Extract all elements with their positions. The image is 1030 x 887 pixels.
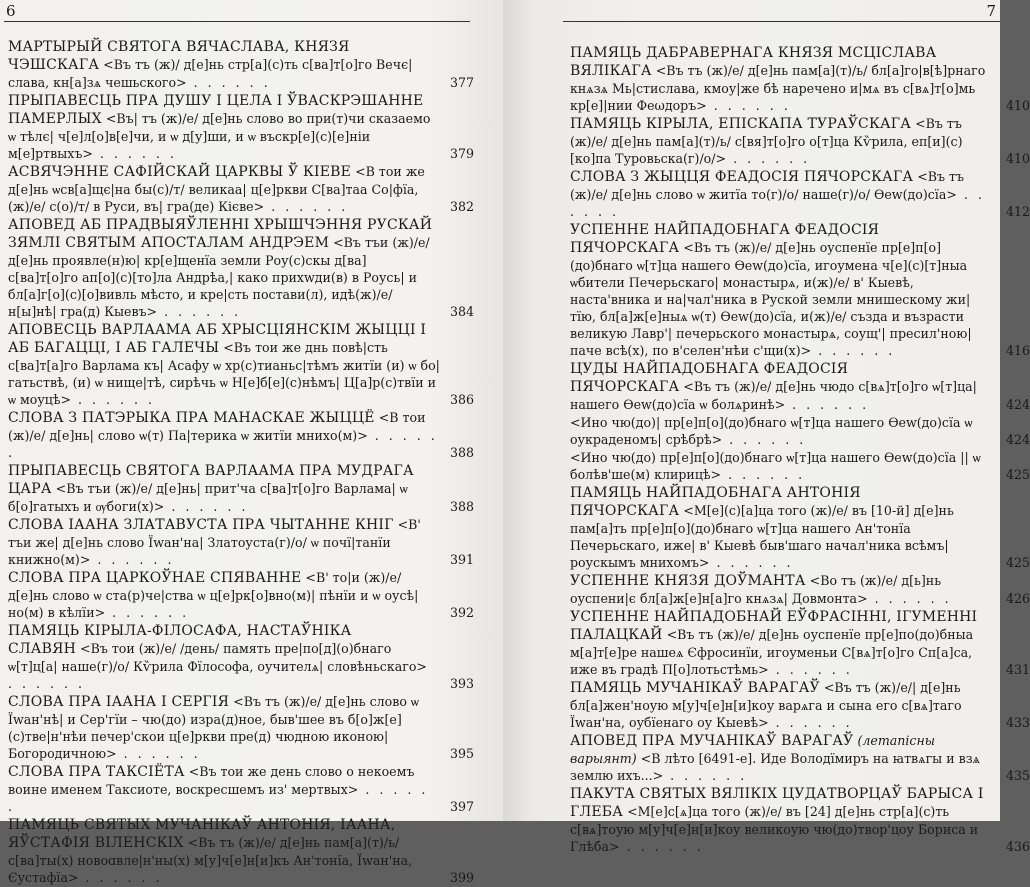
left-page	[0, 0, 503, 885]
entry-title: АСВЯЧЭННЕ САФІЙСКАЙ ЦАРКВЫ Ў КІЕВЕ	[8, 164, 352, 180]
dot-leader: . . . . . .	[8, 428, 438, 460]
entry-title: АПОВЕД ПРА МУЧАНІКАЎ ВАРАГАЎ	[570, 733, 854, 749]
entry-title: ПАМЯЦЬ СВЯТЫХ МУЧАНІКАЎ АНТОНІЯ, ІААНА, ЯЎСТАФІЯ ВІЛЕНСКІХ	[8, 817, 396, 851]
contents-entry	[8, 693, 474, 762]
contents-entry	[8, 216, 474, 320]
entry-page-number: 395	[449, 746, 474, 761]
entry-title: УСПЕННЕ НАЙПАДОБНАГА ФЕАДОСІЯ ПЯЧОРСКАГА	[570, 222, 880, 256]
dot-leader: . . . . . .	[8, 676, 86, 691]
entry-page-number: 384	[449, 304, 474, 319]
contents-entry	[570, 360, 1030, 413]
contents-entry	[570, 115, 1030, 167]
entry-title: СЛОВА ПРА ЦАРКОЎНАЕ СПЯВАННЕ	[8, 570, 302, 586]
entry-page-number: 382	[449, 199, 474, 214]
entry-page-number: 425	[1005, 555, 1030, 570]
entry-title: УСПЕННЕ КНЯЗЯ ДОЎМАНТА	[570, 573, 806, 589]
entry-title: ПАМЯЦЬ КІРЫЛА-ФІЛОСАФА, НАСТАЎНІКА СЛАВЯН	[8, 623, 352, 657]
entry-text: <Въ тои же днь повѣ|сть с[ва]т[а]го Варлама къ| Асафу ѡ хр(с)тианьс|тѣмъ житїи (и) ѡ бо|гатьствѣ, (и) ѡ нище|тѣ, сирѣчь ѡ Н[е]б[е](с)нѣмъ| Ц[а]р(с)твїи и ѡ моуцѣ>	[8, 340, 440, 407]
contents-entry	[8, 163, 474, 215]
dot-leader: . . . . . .	[570, 187, 985, 219]
entry-text: <В тои же д[е]нь ѡсв[а]щє|на бы(с)/т/ великаа| ц[е]ркви С[ва]таа Со|фїа, (ж)/е/ с(о)/т/ в Руси, въ| гра(де) Кієве>	[8, 164, 425, 214]
dot-leader: . . . . . .	[768, 715, 853, 730]
right-page	[503, 0, 1030, 854]
dot-leader: . . . . . .	[78, 870, 163, 885]
dot-leader: . . . . . .	[709, 555, 794, 570]
dot-leader: . . . . . .	[867, 591, 952, 606]
dot-leader: . . . . . .	[785, 397, 870, 412]
entry-page-number: 435	[1005, 768, 1030, 783]
contents-entry	[8, 92, 474, 162]
dot-leader: . . . . . .	[71, 392, 156, 407]
dot-leader: . . . . . .	[157, 304, 242, 319]
entry-page-number: 399	[449, 870, 474, 885]
contents-entry	[570, 168, 1030, 220]
entry-title: СЛОВА ПРА ІААНА І СЕРГІЯ	[8, 694, 230, 710]
entry-text: <Ино чю(до) пр[е]п[о](до)бнаго ѡ[т]ца нашего Ѳеw(до)сїа || ѡ болѣв'ше(м) клирицѣ>	[570, 450, 981, 482]
contents-entry	[8, 516, 474, 568]
entry-page-number: 393	[449, 676, 474, 691]
entry-page-number: 391	[449, 552, 474, 567]
entry-page-number: 424	[1005, 397, 1030, 412]
entry-text: <Въ тои (ж)/е/ /день/ память пре|по[д](о)бнаго ѡ[т]ц[а| наше(г)/о/ Кѷрила Фїлософа, оучителѧ| словѣньскаго>	[8, 641, 427, 674]
entry-title: ПАМЯЦЬ НАЙПАДОБНАГА АНТОНІЯ ПЯЧОРСКАГА	[570, 485, 861, 519]
entry-text: <Въ тои же день слово о некоемъ воине именем Таксиоте, воскресшемъ из' мертвых>	[8, 764, 415, 797]
entry-text: <Въ тъ (ж)/е/| д[е]нь бл[а]жен'ноую м[у]ч[е]н[и]коу варѧга и сына его с[вѧ]таго Їwан'на, оубїенаго оу Кыевѣ>	[570, 680, 962, 730]
contents-entry	[570, 484, 1030, 571]
dot-leader: . . . . . .	[721, 467, 806, 482]
entry-page-number: 388	[449, 445, 474, 460]
dot-leader: . . . . . .	[663, 768, 748, 783]
entry-text: <Въ тъ (ж)/е/ д[е]нь слово ѡ Їwан'нѣ| и Сер'гїи – чю(до) изра(д)ное, быв'шее въ б[о]ж[е](с)тве|н'нѣи печер'скои ц[е]ркви пре(д) чюдною иконою| Богородичною>	[8, 694, 419, 761]
contents-entry	[570, 572, 1030, 607]
dot-leader: . . . . . .	[811, 343, 896, 358]
entry-title: ПАМЯЦЬ КІРЫЛА, ЕПІСКАПА ТУРАЎСКАГА	[570, 116, 912, 132]
entry-page-number: 431	[1005, 662, 1030, 677]
entry-title: ПРЫПАВЕСЦЬ ПРА ДУШУ І ЦЕЛА І ЎВАСКРЭШАННЕ ПАМЕРЛЫХ	[8, 93, 424, 127]
dot-leader: . . . . . .	[768, 662, 853, 677]
dot-leader: . . . . . .	[105, 605, 190, 620]
entry-page-number: 424	[1005, 432, 1030, 447]
entry-title: УСПЕННЕ НАЙПАДОБНАЙ ЕЎФРАСІННІ, ІГУМЕННІ ПАЛАЦКАЙ	[570, 609, 978, 643]
entry-text: <Въ тъи (ж)/е/ д[е]нь| прит'ча с[ва]т[о]го Варлама| ѡ б[о]гатыхъ и ѹбоги(х)>	[8, 481, 408, 514]
entry-page-number: 412	[1005, 204, 1030, 219]
left-page-number: 6	[6, 2, 16, 20]
entry-page-number: 410	[1005, 98, 1030, 113]
contents-entry	[8, 569, 474, 621]
entry-text: <В' то|и (ж)/е/ д[е]нь слово ѡ ста(р)че|ства ѡ ц[е]рк[о]вно(м)| пѣнїи и ѡ оусѣ|но(м) в кѣлїи>	[8, 570, 419, 620]
entry-page-number: 379	[449, 146, 474, 161]
entry-page-number: 426	[1005, 591, 1030, 606]
contents-entry	[570, 732, 1030, 784]
entry-text: <Въ тъ (ж)/е/ д[е]нь чюдо с[вѧ]т[о]го ѡ[т]ца| нашего Ѳеw(до)сїа ѡ болѧринѣ>	[570, 379, 977, 412]
contents-entry	[8, 816, 474, 886]
entry-title: СЛОВА З ЖЫЦЦЯ ФЕАДОСІЯ ПЯЧОРСКАГА	[570, 169, 914, 185]
contents-entry	[8, 763, 474, 815]
contents-entry	[570, 221, 1030, 359]
contents-entry	[570, 785, 1030, 855]
entry-title: АПОВЕСЦЬ ВАРЛААМА АБ ХРЫСЦІЯНСКІМ ЖЫЦЦІ І АБ БАГАЦЦІ, І АБ ГАЛЕЧЫ	[8, 322, 427, 356]
dot-leader: . . . . . .	[164, 499, 249, 514]
contents-entry	[8, 462, 474, 515]
entry-text: <Въ тъ (ж)/ д[е]нь стр[а](с)ть с[ва]т[о]го Вечє|слава, кн[а]зѧ чешьского>	[8, 57, 413, 90]
entry-text: <В тои (ж)/е/ д[е]нь| слово ѡ(т) Па|терика ѡ житїи мнихо(м)>	[8, 410, 426, 443]
entry-text: <Ино чю(до)| пр[е]п[о](до)бнаго ѡ[т]ца нашего Ѳеw(до)сїа ѡ оукраденомъ| срѣбрѣ>	[570, 415, 973, 447]
left-contents-list	[8, 38, 474, 887]
contents-entry	[570, 414, 1030, 448]
entry-title: ПАМЯЦЬ МУЧАНІКАЎ ВАРАГАЎ	[570, 680, 820, 696]
entry-page-number: 397	[449, 799, 474, 814]
dot-leader: . . . . . .	[706, 98, 791, 113]
dot-leader: . . . . . .	[186, 75, 271, 90]
entry-text: <Въ тъ (ж)/е/ д[е]нь оуспенїе пр[е]по(до)бныа м[а]т[е]ре нашеѧ Єфросинїи, игоуменьи С[вѧ]т[о]го Сп[а]са, иже въ градѣ П[о]лотьстѣмь>	[570, 627, 974, 677]
entry-title: АПОВЕД АБ ПРАДВЫЯЎЛЕННІ ХРЫШЧЭННЯ РУСКАЙ ЗЯМЛІ СВЯТЫМ АПОСТАЛАМ АНДРЭЕМ	[8, 217, 433, 251]
right-page-number: 7	[986, 2, 996, 20]
entry-title: СЛОВА З ПАТЭРЫКА ПРА МАНАСКАЕ ЖЫЦЦЁ	[8, 410, 375, 426]
entry-text: <Въ тъи (ж)/е/ д[е]нь проявле(н)ю| кр[е]щенїа земли Роу(с)скы д[ва] с[ва]т[о]го ап[о](с)[то]ла Андрѣа,| како прихwди(в) в Роусь| и бл[а]г[о](с)[о]вивль мѣсто, и кре|сть постави(л), идѣ(ж)/е/ н[ы]нѣ| гра(д) Кыевъ>	[8, 235, 430, 319]
entry-text: <Въ тъ (ж)/е/ д[е]нь пам[а](т)/ь/ с[вя]т[о]го о[т]ца Кѷрила, еп[и](с)[ко]па Туровьска(г)/о/>	[570, 116, 963, 166]
dot-leader: . . . . . .	[116, 746, 201, 761]
entry-page-number: 436	[1005, 839, 1030, 854]
entry-text: <М[е](с)[а]ца того (ж)/е/ въ [10-й] д[е]нь пам[а]ть пр[е]п[о](до)бнаго ѡ[т]ца нашего Ан'тонїа Печерьскаго, иже| в' Кыевѣ быв'шаго начал'ника всѣмъ| роускымъ мнихомъ>	[570, 503, 954, 570]
entry-text: <Въ| тъ (ж)/е/ д[е]нь слово во при(т)чи сказаемо ѡ тѣлє| ч[е]л[о]в[е]чи, и ѡ д[у]ши, и ѡ въскр[е](с)[е]ніи м[е]ртвыхъ>	[8, 111, 431, 161]
dot-leader: . . . . . .	[8, 782, 429, 814]
entry-text: <Въ тъ (ж)/е/ д[е]нь оуспенїе пр[е]п[о](до)бнаго ѡ[т]ца нашего Ѳеw(до)сїа, игоумена ч[е](с)[т]ныа ѡбители Печерьскаго| монастырѧ, и(ж)/е/ в' Кыевѣ, наста'вника и на|чал'ника в Руской земли мнишескому жи|тїю, бл[а]ж[е]ныѧ ѡ(т) Ѳеw(до)сїа, и(ж)/е/ създа и възрасти великую Лавр'| печерьского монастырѧ, соущ'| пресил'ною| паче всѣ(х), по в'селен'нѣи с'щи(х)>	[570, 240, 972, 358]
entry-title: ПАКУТА СВЯТЫХ ВЯЛІКІХ ЦУДАТВОРЦАЎ БАРЫСА І ГЛЕБА	[570, 786, 984, 820]
entry-page-number: 386	[449, 392, 474, 407]
right-contents-list	[570, 44, 1030, 856]
contents-entry	[570, 679, 1030, 731]
contents-entry	[8, 321, 474, 408]
entry-page-number: 425	[1005, 467, 1030, 482]
header-rule	[563, 21, 1000, 22]
entry-title: ПАМЯЦЬ ДАБРАВЕРНАГА КНЯЗЯ МСЦІСЛАВА ВЯЛІКАГА	[570, 45, 937, 79]
entry-text: <В лѣто [6491-е]. Иде Володїмиръ на ꙗтвѧгы и взѧ землю ихъ...>	[570, 751, 980, 783]
contents-entry	[570, 449, 1030, 483]
entry-page-number: 416	[1005, 343, 1030, 358]
entry-text: <Въ тъ (ж)/е/ д[е]нь слово ѡ житїа то(г)/о/ наше(г)/о/ Ѳеw(до)сїа>	[570, 169, 965, 202]
dot-leader: . . . . . .	[264, 199, 349, 214]
entry-text: <Въ тъ (ж)/е/ д[е]нь пам[а](т)/ь/ с[ва]ты(х) новоɑвле|н'ны(х) м[у]ч[е]н[и]къ Ан'тонїа, Їwан'на, Єустафїа>	[8, 835, 413, 885]
entry-text: <Въ тъ (ж)/е/ д[е]нь пам[а](т)/ь/ бл[а]го|в[ѣ]рнаго кнѧзѧ Мь|стислава, кмоу|же бѣ наречено и|мѧ въ с[вѧ]т[о]мь кр[е]|нии Феωдоръ>	[570, 63, 986, 113]
contents-entry	[8, 38, 474, 91]
entry-text: <В' тъи же| д[е]нь слово Їwан'на| Златоуста(г)/о/ ѡ почї|танїи книжно(м)>	[8, 517, 421, 567]
entry-title: СЛОВА ІААНА ЗЛАТАВУСТА ПРА ЧЫТАННЕ КНІГ	[8, 517, 394, 533]
entry-subtitle: (летапісны варыянт)	[570, 733, 936, 766]
entry-title: ЦУДЫ НАЙПАДОБНАГА ФЕАДОСІЯ ПЯЧОРСКАГА	[570, 361, 849, 395]
entry-title: СЛОВА ПРА ТАКСІЁТА	[8, 764, 185, 780]
entry-page-number: 433	[1005, 715, 1030, 730]
dot-leader: . . . . . .	[722, 432, 807, 447]
dot-leader: . . . . . .	[90, 552, 175, 567]
entry-page-number: 410	[1005, 151, 1030, 166]
dot-leader: . . . . . .	[619, 839, 704, 854]
dot-leader: . . . . . .	[92, 146, 177, 161]
entry-title: МАРТЫРЫЙ СВЯТОГА ВЯЧАСЛАВА, КНЯЗЯ ЧЭШСКАГА	[8, 39, 350, 73]
entry-text: <М[е]с[ѧ]ца того (ж)/е/ въ [24] д[е]нь стр[а](с)ть с[вѧ]тоую м[у]ч[е]н[и]коу великоую чю(до)твор'цоу Бориса и Глѣба>	[570, 804, 979, 854]
entry-page-number: 392	[449, 605, 474, 620]
contents-entry	[8, 622, 474, 692]
contents-entry	[570, 608, 1030, 678]
entry-page-number: 388	[449, 499, 474, 514]
dot-leader: . . . . . .	[726, 151, 811, 166]
contents-entry	[8, 409, 474, 461]
entry-page-number: 377	[449, 75, 474, 90]
contents-entry	[570, 44, 1030, 114]
entry-text: <Во тъ (ж)/е/ д[ь]нь оуспени|є бл[а]ж[е]н[а]го кнѧзѧ| Довмонта>	[570, 573, 942, 606]
header-rule	[4, 21, 470, 22]
entry-title: ПРЫПАВЕСЦЬ СВЯТОГА ВАРЛААМА ПРА МУДРАГА ЦАРА	[8, 463, 414, 497]
